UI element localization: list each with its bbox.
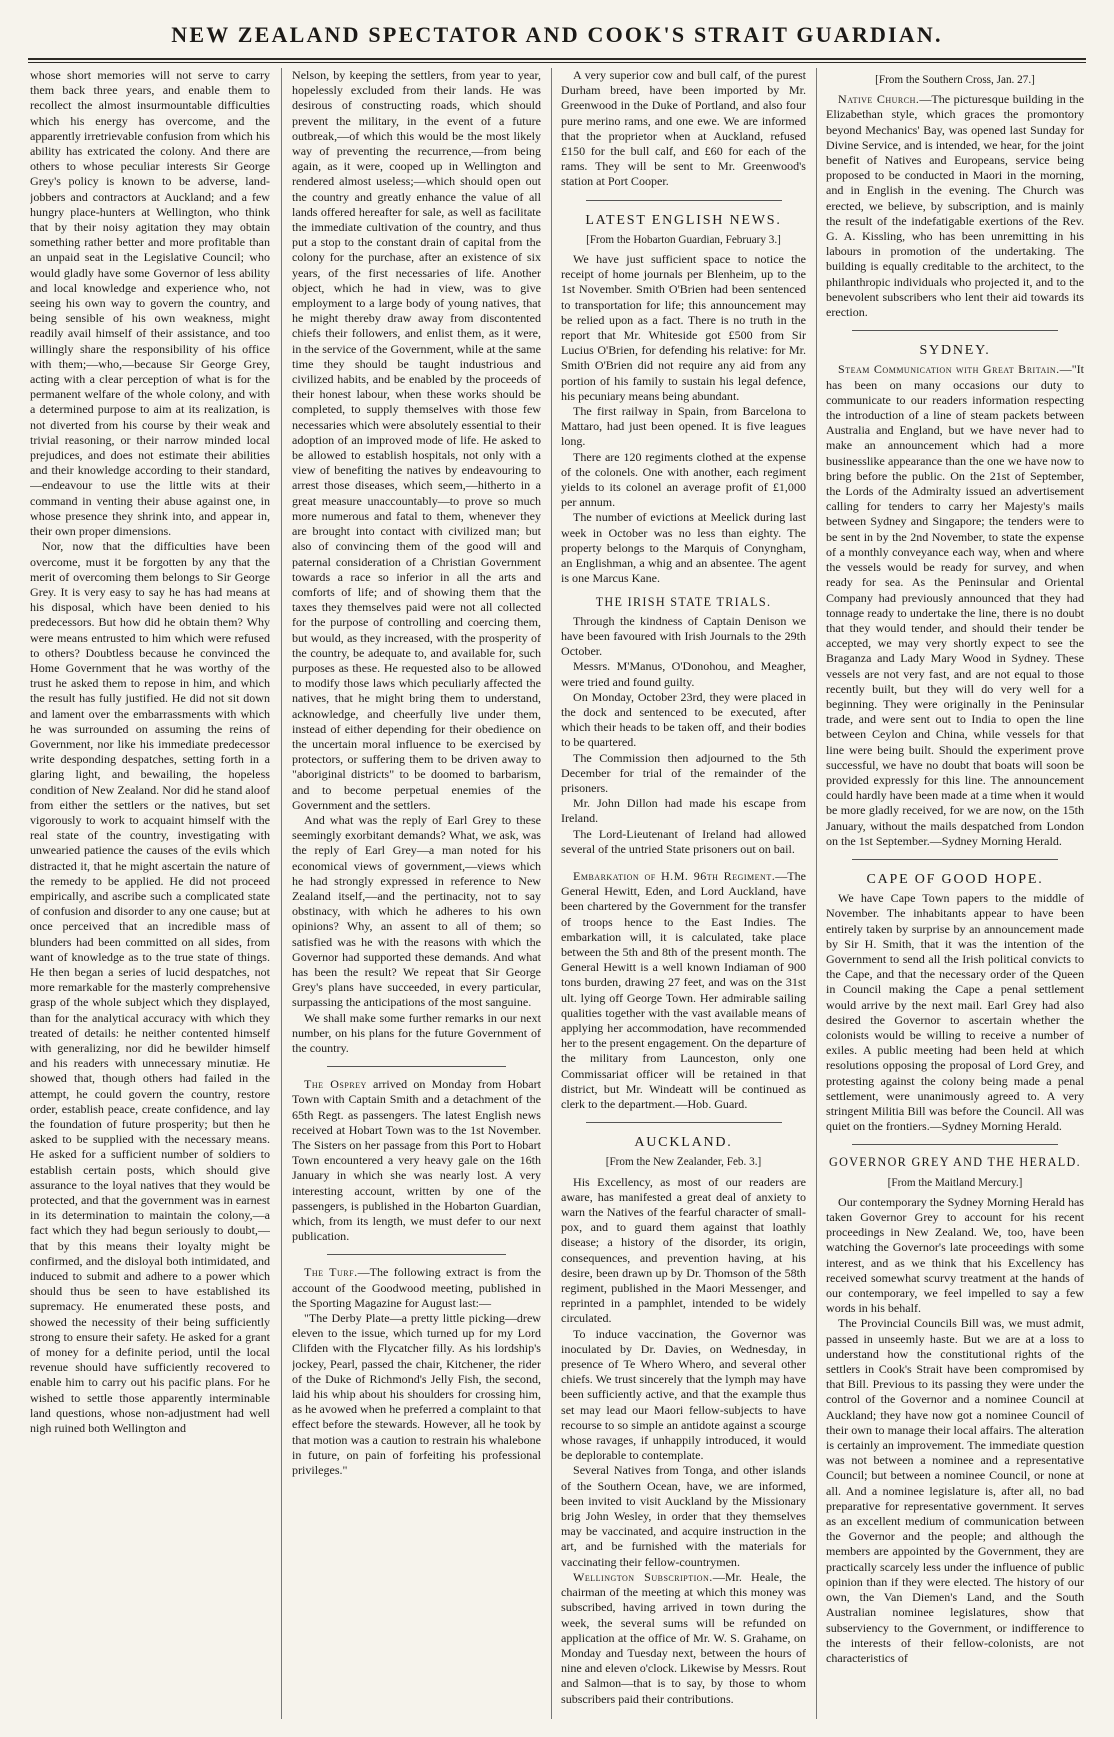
heading-governor-grey: GOVERNOR GREY AND THE HERALD. — [829, 1155, 1081, 1170]
paragraph: There are 120 regiments clothed at the expense of the colonels. One with another, each regiment yields to its colonel an average profit of £1,000 per annum. — [561, 449, 806, 510]
source-line: [From the Maitland Mercury.] — [887, 1176, 1023, 1189]
section-rule — [327, 1254, 506, 1255]
paragraph: To induce vaccination, the Governor was inoculated by Dr. Davies, on Wednesday, in presence of Te Whero Whero, and several other chiefs. We trust sincerely that the lymph may have been sufficiently active, and that the example thus set may lead our Maori fellow-subjects to have recourse to so simple an antidote against a scourge whose ravages, if unhappily introduced, it would be deplorable to contemplate. — [561, 1326, 806, 1463]
turf-article — [292, 1265, 541, 1311]
heading-english-news: LATEST ENGLISH NEWS. — [585, 212, 782, 228]
wellington-subscription — [561, 1570, 806, 1707]
section-rule — [852, 1144, 1058, 1145]
column-divider — [816, 68, 817, 1719]
heading-irish-trials: THE IRISH STATE TRIALS. — [595, 594, 772, 609]
column-divider — [281, 68, 282, 1719]
heading-auckland: AUCKLAND. — [634, 1135, 733, 1151]
paragraph: The Commission then adjourned to the 5th December for trial of the remainder of the prisoners. — [561, 750, 806, 795]
lead-in: Embarkation of H.M. 96th Regiment. — [573, 868, 776, 883]
column-4 — [826, 68, 1084, 1719]
paragraph: The Lord-Lieutenant of Ireland had allowed several of the untried State prisoners out on bail. — [561, 826, 806, 856]
heading-sydney: SYDNEY. — [919, 343, 991, 359]
paragraph: The first railway in Spain, from Barcelona to Mattaro, had just been opened. It is five leagues long. — [561, 404, 806, 449]
article-text: arrived on Monday from Hobart Town with Captain Smith and a detachment of the 65th Regt. as passengers. The latest English news received at Hobart Town was to the 1st November. The Sisters on her passage from this Port to Hobart Town encountered a very heavy gale on the 16th January in which she was nearly lost. A very interesting account, written by one of the passengers, is published in the Hobarton Guardian, which, from its length, we must defer to our next publication. — [292, 1077, 541, 1244]
article-text: —Mr. Heale, the chairman of the meeting at which this money was subscribed, having arrived in town during the week, the several sums will be refunded on application at the office of Mr. W. S. Grahame, on Monday and Tuesday next, between the hours of nine and eleven o'clock. Likewise by Messrs. Rout and Salmon—that is to say, by those to whom subscribers paid their contributions. — [561, 1569, 806, 1706]
source-line: [From the Hobarton Guardian, February 3.] — [586, 233, 781, 246]
paragraph: His Excellency, as most of our readers are aware, has manifested a great deal of anxiety to warn the Natives of the fearful character of small-pox, and to guard them against that loathly disease; a history of the disorder, its origin, consequences, and prevention having, at his desire, been drawn up by Dr. Thomson of the 58th regiment, published in the Maori Messenger, and reprinted in a pamphlet, intended to be widely circulated. — [561, 1174, 806, 1326]
lead-in: The Osprey — [304, 1077, 367, 1092]
native-church-article — [826, 92, 1084, 320]
masthead: NEW ZEALAND SPECTATOR AND COOK'S STRAIT GUARDIAN. — [171, 22, 943, 47]
paragraph: The Provincial Councils Bill was, we must admit, passed in unseemly haste. But we are at a loss to understand how the constitutional rights of the settlers in Cook's Strait have been compromised by that Bill. Previous to its passing they were under the control of the Governor and a nominee Council at Auckland; they have now got a nominee Council of their own to manage their local affairs. The alteration is certainly an improvement. The immediate question was not between a nominee and a representative Council; but between a nominee Council, or none at all. And a nominee legislature is, after all, no bad preparative for representative government. It serves as an excellent medium of communication between the Governor and the people; and although the members are appointed by the Government, they are practically scarcely less under the influence of public opinion than if they were elected. The history of our own, the Van Diemen's Land, and the South Australian nominee legislatures, show that subserviency to the Government, or indifference to the interests of their fellow-colonists, are not characteristics of — [826, 1316, 1084, 1665]
heading-cape: CAPE OF GOOD HOPE. — [866, 871, 1044, 887]
paragraph: We have Cape Town papers to the middle of November. The inhabitants appear to have been entirely taken by surprise by an announcement made by Sir H. Smith, that it was the intention of the Government to send all the Irish political convicts to the Cape, and that the necessary order of the Queen in Council making the Cape a penal settlement would arrive by the next mail. Earl Grey had also desired the Governor to ascertain whether the colonists would be willing to receive a number of exiles. A public meeting had been held at which resolutions opposing the proposal of Lord Grey, and protesting against the colony being made a penal settlement, were unanimously agreed to. A very stringent Militia Bill was before the Council. All was quiet on the frontiers.—Sydney Morning Herald. — [826, 891, 1084, 1134]
cow-article: A very superior cow and bull calf, of the purest Durham breed, have been imported by Mr. Greenwood in the Duke of Portland, and also four pure merino rams, and one ewe. We are informed that the proprietor when at Auckland, refused £150 for the bull calf, and £60 for each of the rams. They will be sent to Mr. Greenwood's station at Port Cooper. — [561, 68, 806, 189]
column-3 — [561, 68, 806, 1719]
article-text: —"It has been on many occasions our duty to communicate to our readers information respecting the introduction of a line of steam packets between Australia and England, but we have never had to make an announcement which had a more businesslike appearance than the one we have now to bring before the public. On the 21st of September, the Lords of the Admiralty issued an advertisement calling for tenders to carry her Majesty's mails between Sydney and Singapore; the tenders were to be sent in by the 2nd November, to state the expense of a monthly conveyance each way, when and where the vessels would be ready for survey, and when ready for sea. As the Peninsular and Oriental Company had previously announced that they had tonnage ready to undertake the line, there is no doubt that they would tender, and should their tender be accepted, we may very shortly expect to see the Braganza and Lady Mary Wood in Sydney. These vessels are not very fast, and are not equal to those recently built, but they will do very well for a beginning. They were originally in the Peninsular trade, and were sent out to India to open the line between Ceylon and China, while vessels for that line were being built. Should the experiment prove successful, we have no doubt that boats will soon be provided expressly for this line. The announcement could hardly have been made at a time when it would be more gladly received, for we are now, on the 15th January, without the mails despatched from London on the 1st September.—Sydney Morning Herald. — [826, 362, 1084, 848]
column-2 — [292, 68, 541, 1719]
masthead-rule-thin — [28, 62, 1086, 63]
paragraph: Mr. John Dillon had made his escape from Ireland. — [561, 796, 806, 826]
column-divider — [551, 68, 552, 1719]
article-text: —The following extract is from the account of the Goodwood meeting, published in the Sporting Magazine for August last:— — [292, 1265, 541, 1310]
embarkation-article — [561, 869, 806, 1112]
source-line: [From the Southern Cross, Jan. 27.] — [875, 74, 1035, 86]
paragraph: whose short memories will not serve to carry them back three years, and enable them to recollect the almost insurmountable difficulties which his energy has overcome, and the apparently irretrievable confusion from which his ability has extricated the colony. And there are others to whose peculiar interests Sir George Grey's policy is known to be adverse, land-jobbers and contractors at Auckland; and a few hungry place-hunters at Wellington, who think that by their noisy agitation they may obtain something rather better and more profitable than an unpaid seat in the Legislative Council; who would gladly have some Governor of less ability and local knowledge and experience who, not seeing his own way to govern the country, and being sensible of his own weakness, might readily avail himself of their assistance, and too willingly share the responsibility of his office with them;—who,—because Sir George Grey, acting with a clear perception of what is for the permanent welfare of the whole colony, and with a determined purpose to aim at its realization, is not diverted from his course by their weak and trivial reasoning, or their narrow minded local prejudices, and does not estimate their abilities and their knowledge according to their standard,—endeavour to use the little wits at their command in venting their abuse against one, in whose presence they shrink into, and appear in, their own proper dimensions. — [30, 68, 270, 539]
section-rule — [586, 1122, 782, 1123]
paragraph: On Monday, October 23rd, they were placed in the dock and sentenced to be executed, after which their heads to be taken off, and their bodies to be quartered. — [561, 689, 806, 750]
article-text: —The General Hewitt, Eden, and Lord Auckland, have been chartered by the Government for the transfer of troops hence to the East Indies. The embarkation will, it is calculated, take place between the 5th and 8th of the present month. The General Hewitt is a well known Indiaman of 900 tons burden, drawing 27 feet, and was on the 31st ult. lying off George Town. Her admirable sailing qualities together with the vast available means of applying her accommodation, have recommended her to the present engagement. On the departure of the military from Launceston, only one Commissariat officer will be retained in that district, but Mr. Windeatt will be continued as clerk to the department.—Hob. Guard. — [561, 868, 806, 1111]
lead-in: Steam Communication with Great Britain. — [838, 362, 1060, 377]
paragraph: We shall make some further remarks in our next number, on his plans for the future Government of the country. — [292, 1010, 541, 1055]
lead-in: The Turf. — [304, 1265, 358, 1280]
article-text: —The picturesque building in the Elizabethan style, which graces the promontory beyond Mechanics' Bay, was opened last Sunday for Divine Service, and is intended, we hear, for the joint benefit of Natives and Europeans, service being proposed to be conducted in Maori in the morning, and in English in the evening. The Church was erected, we believe, by subscription, and is mainly the result of the indefatigable exertions of the Rev. G. A. Kissling, who has been unremitting in his labours in promotion of the undertaking. The building is equally creditable to the architect, to the philanthropic individuals who projected it, and to the benevolent subscribers who lent their aid towards its erection. — [826, 92, 1084, 320]
paragraph: Several Natives from Tonga, and other islands of the Southern Ocean, have, we are informed, been invited to visit Auckland by the Missionary brig John Wesley, in order that they themselves may be vaccinated, and acquire instruction in the art, and be furnished with the materials for vaccinating their fellow-countrymen. — [561, 1463, 806, 1569]
masthead-rule — [28, 58, 1086, 60]
section-rule — [327, 1066, 506, 1067]
lead-in: Native Church. — [838, 92, 920, 107]
osprey-article — [292, 1077, 541, 1244]
section-rule — [852, 330, 1058, 331]
paragraph: Our contemporary the Sydney Morning Herald has taken Governor Grey to account for his recent proceedings in New Zealand. We, too, have been watching the Governor's late proceedings with some interest, and as we think that his Excellency has received somewhat scurvy treatment at the hands of our contemporary, we feel impelled to say a few words in his behalf. — [826, 1194, 1084, 1316]
source-line: [From the New Zealander, Feb. 3.] — [605, 1156, 762, 1169]
section-rule — [852, 859, 1058, 860]
spacer — [561, 857, 806, 869]
paragraph: We have just sufficient space to notice the receipt of home journals per Blenheim, up to the 1st November. Smith O'Brien had been sentenced to transportation for life; this announcement may be relied upon as a fact. There is no truth in the report that Mr. Whiteside got £500 from Sir Lucius O'Brien, for defending his relative: for Mr. Smith O'Brien did not require any aid from any portion of his family to sustain his legal defence, his pecuniary means being abundant. — [561, 252, 806, 403]
steam-article — [826, 362, 1084, 849]
paragraph: Nor, now that the difficulties have been overcome, must it be forgotten by any that the merit of overcoming them belongs to Sir George Grey. It is very easy to say he has had means at his disposal, which have been denied to his predecessors. But how did he obtain them? Why were means entrusted to him which were refused to others? Doubtless because he convinced the Home Government that he was worthy of the trust he asked them to repose in him, and which the result has fully justified. He did not sit down and lament over the embarrassments with which he was surrounded on assuming the reins of Government, nor like his immediate predecessor write desponding despatches, setting forth in a glaring light, and bewailing, the hopeless condition of New Zealand. Nor did he stand aloof from either the settlers or the natives, but set vigorously to work to acquaint himself with the real state of the country, investigating with unwearied patience the causes of the evils which distracted it, that he might ascertain the nature of the remedy to be applied. He did not proceed empirically, and ascribe such a complicated state of confusion and disorder to any one cause; but at once perceived that an incredible mass of blunders had been committed on all sides, from want of knowledge as to the true state of things. He then began a series of lucid despatches, not more remarkable for the masterly comprehensive grasp of the whole subject which they displayed, than for the analytical accuracy with which they treated of details: he neither contented himself with generalizing, nor did he bewilder himself and his readers with unnecessary minutiæ. He showed that, though others had failed in the attempt, he could govern the country, restore order, establish peace, create confidence, and lay the foundation of future prosperity; but then he asked to be supplied with the necessary means. He asked for a sufficient number of soldiers to establish certain posts, which should give assurance to the loyal natives that they would be protected, and that the government was in earnest in its determination to maintain the colony,—a fact which they had begun seriously to doubt,—that by this means their loyalty might be confirmed, and the disloyal both intimidated, and induced to submit and adhere to a power which should thus be seen to have established its supremacy. He enumerated these posts, and showed the necessity of their being sufficiently strong to ensure their safety. He asked for a grant of money for a definite period, until the local revenue should have sufficiently recovered to enable him to carry out his pacific plans. For he wished to settle those apparently interminable land questions, whose non-adjustment had well nigh ruined both Wellington and — [30, 539, 270, 1436]
derby-quote: "The Derby Plate—a pretty little picking—drew eleven to the issue, which turned up for my Lord Clifden with the Flycatcher filly. As his lordship's jockey, Pearl, passed the chair, Kitchener, the rider of the Duke of Richmond's Jelly Fish, the second, laid his whip about his shoulders for crossing him, as he avowed when he preferred a complaint to that effect before the stewards. However, all he took by that motion was a caution to restrain his whalebone in future, on pain of forfeiting his professional privileges." — [292, 1311, 541, 1478]
lead-in: Wellington Subscription. — [573, 1569, 713, 1584]
paragraph: The number of evictions at Meelick during last week in October was no less than eighty. The property belongs to the Marquis of Conyngham, an Englishman, a whig and an absentee. The agent is one Marcus Kane. — [561, 510, 806, 586]
paragraph: Messrs. M'Manus, O'Donohou, and Meagher, were tried and found guilty. — [561, 659, 806, 689]
paragraph: Nelson, by keeping the settlers, from year to year, hopelessly excluded from their lands. He was desirous of constructing roads, which should prevent the military, in the event of a future outbreak,—of which this would be the most likely way of preventing the recurrence,—from being again, as it were, cooped up in Wellington and rendered almost useless;—which should open out the country and greatly enhance the value of all lands offered hereafter for sale, as well as facilitate the immediate cultivation of the country, and thus put a stop to the constant drain of capital from the colony for the purchase, after an existence of six years, of the first necessaries of life. Another object, which he had in view, was to give employment to a large body of young natives, that he might thereby draw away from discontented chiefs their followers, and enlist them, as it were, in the service of the Government, while at the same time they should be taught industrious and civilized habits, and be enabled by the proceeds of their honest labour, when these works should be completed, to supply themselves with those few necessaries which were absolutely essential to their adoption of an improved mode of life. He asked to be allowed to establish hospitals, not only with a view of benefiting the natives by endeavouring to arrest those diseases, which seem,—hitherto in a great measure unaccountably—to prove so much more numerous and fatal to them, whenever they are brought into contact with civilized man; but also of convincing them of the good will and paternal consideration of a Christian Government towards a race so inferior in all the arts and comforts of life; and of showing them that the taxes they themselves paid were not all collected for the purpose of controlling and coercing them, but would, as they increased, with the prosperity of the country, be adequate to, and available for, such purposes as these. He requested also to be allowed to modify those laws which peculiarly affected the natives, that he might bring them to understand, acknowledge, and cheerfully live under them, instead of either depending for their obedience on the uncertain moral influence to be exercised by protectors, or suffering them to be driven away to "aboriginal districts" to be doomed to barbarism, and to become perpetual enemies of the Government and the settlers. — [292, 68, 541, 812]
section-rule — [586, 200, 782, 201]
paragraph: Through the kindness of Captain Denison we have been favoured with Irish Journals to the 29th October. — [561, 613, 806, 659]
column-1 — [30, 68, 270, 1719]
paragraph: And what was the reply of Earl Grey to these seemingly exorbitant demands? What, we ask, was the reply of Earl Grey—a man noted for his economical views of government,—views which he had strongly expressed in reference to New Zealand itself,—and the pertinacity, not to say obstinacy, with which he adheres to his own opinions? Why, an assent to all of them; so satisfied was he with the reasons with which the Governor had supported these demands. And what has been the result? We repeat that Sir George Grey's plans have succeeded, in every particular, surpassing the anticipations of the most sanguine. — [292, 812, 541, 1010]
